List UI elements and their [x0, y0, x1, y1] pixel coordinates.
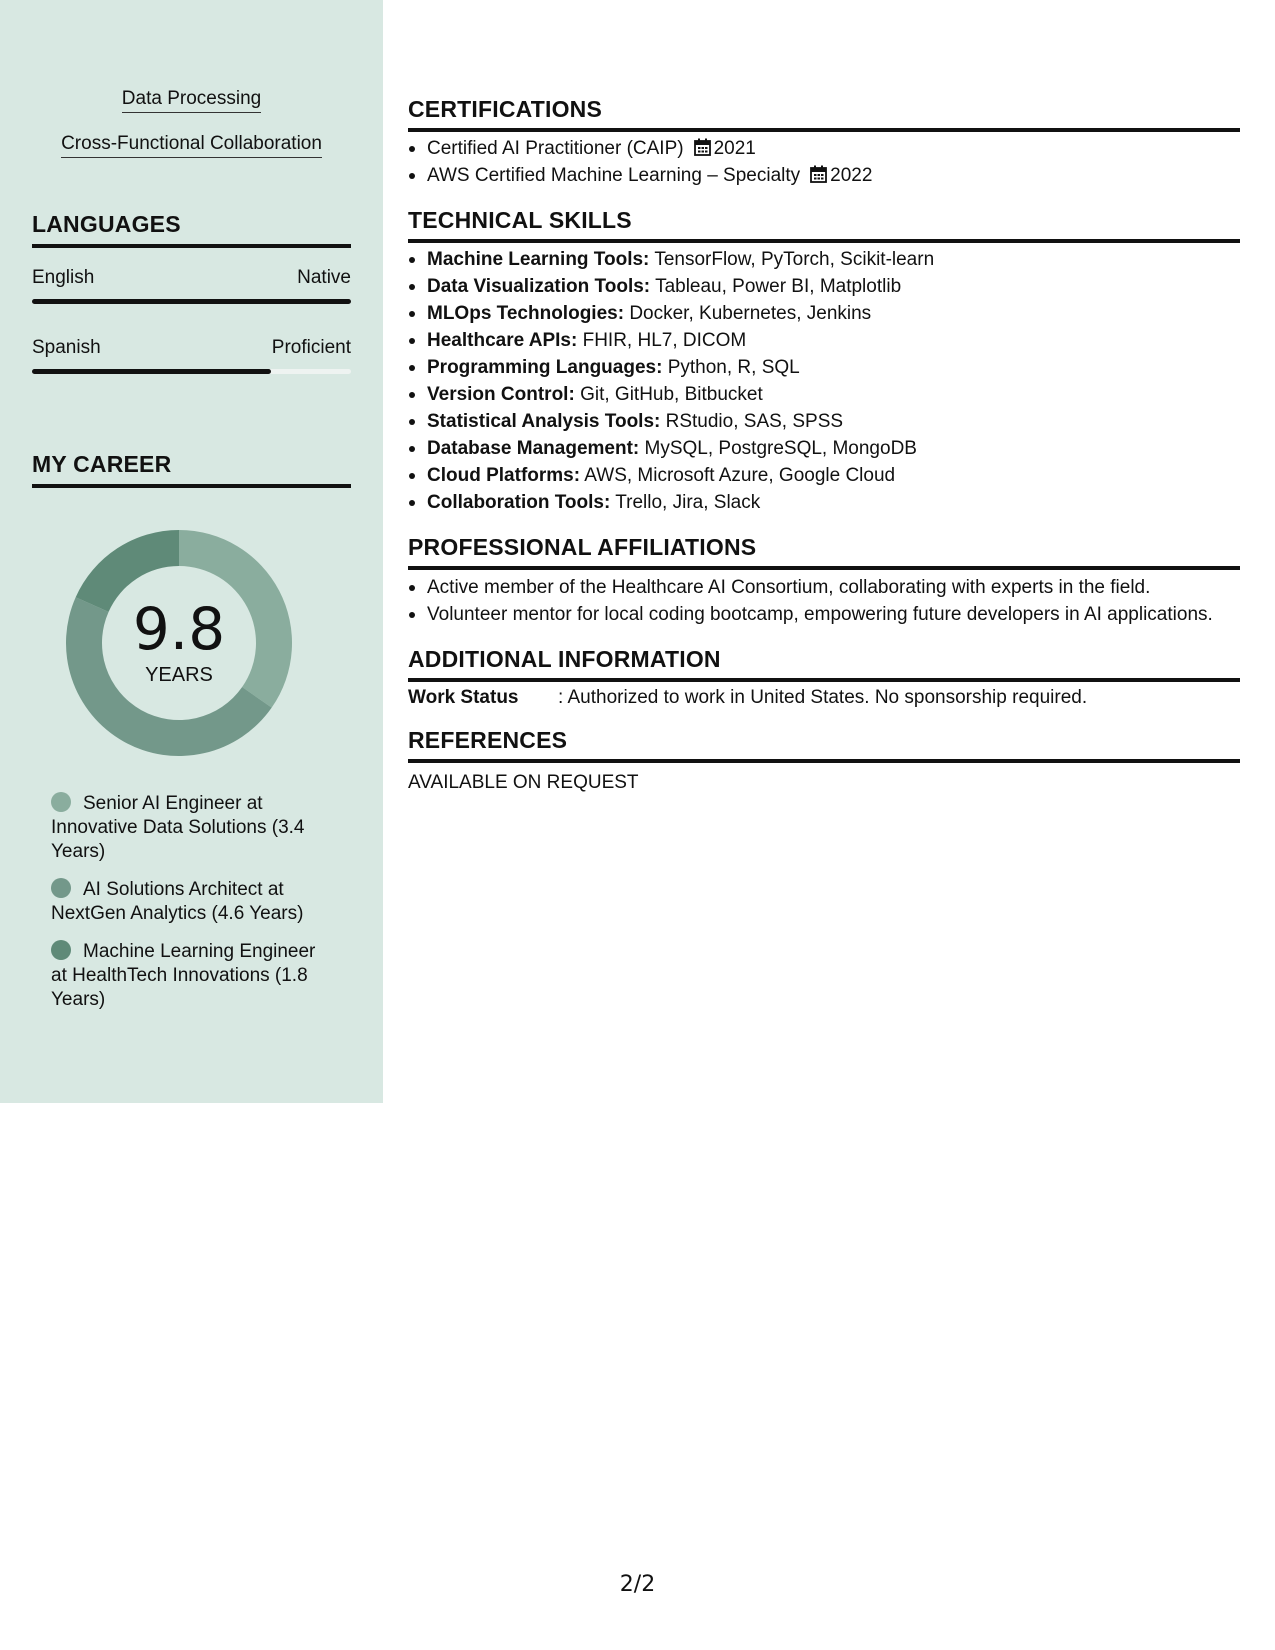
- skill-item: Statistical Analysis Tools: RStudio, SAS, SPSS: [408, 408, 1240, 435]
- work-status-label: Work Status: [408, 687, 519, 708]
- career-legend-item: Machine Learning Engineer at HealthTech Innovations (1.8 Years): [51, 941, 316, 1010]
- certifications-heading: CERTIFICATIONS: [408, 96, 1240, 132]
- calendar-icon: [694, 138, 711, 156]
- language-bar-english: [32, 299, 351, 304]
- work-status-value: : Authorized to work in United States. No sponsorship required.: [558, 687, 1088, 708]
- language-row-english: [32, 267, 351, 289]
- skill-item: Healthcare APIs: FHIR, HL7, DICOM: [408, 327, 1240, 354]
- affiliation-item: Volunteer mentor for local coding bootcamp, empowering future developers in AI applications.: [408, 601, 1240, 628]
- references-text: AVAILABLE ON REQUEST: [408, 772, 639, 793]
- legend-dot: [51, 940, 71, 960]
- certification-item: AWS Certified Machine Learning – Specialty 2022: [408, 162, 1240, 189]
- technical-skills-heading: TECHNICAL SKILLS: [408, 207, 1240, 243]
- affiliations-list: [408, 574, 1240, 628]
- career-donut-chart: [66, 530, 292, 756]
- language-name: Spanish: [32, 337, 101, 358]
- language-bar-fill: [32, 299, 351, 304]
- calendar-icon: [810, 165, 827, 183]
- references-heading: REFERENCES: [408, 727, 1240, 763]
- technical-skills-list: [408, 246, 1240, 516]
- skill-item: Database Management: MySQL, PostgreSQL, MongoDB: [408, 435, 1240, 462]
- career-total: 9.8: [132, 594, 226, 663]
- skill-tag: Cross-Functional Collaboration: [0, 133, 383, 155]
- languages-heading: LANGUAGES: [32, 211, 351, 248]
- career-legend-item: Senior AI Engineer at Innovative Data Solutions (3.4 Years): [51, 793, 305, 862]
- career-legend-item: AI Solutions Architect at NextGen Analytics (4.6 Years): [51, 879, 304, 924]
- affiliations-heading: PROFESSIONAL AFFILIATIONS: [408, 534, 1240, 570]
- legend-dot: [51, 878, 71, 898]
- career-heading: MY CAREER: [32, 451, 351, 488]
- language-level: Proficient: [271, 337, 351, 358]
- skill-item: Collaboration Tools: Trello, Jira, Slack: [408, 489, 1240, 516]
- legend-dot: [51, 792, 71, 812]
- skill-item: Version Control: Git, GitHub, Bitbucket: [408, 381, 1240, 408]
- additional-info-heading: ADDITIONAL INFORMATION: [408, 646, 1240, 682]
- language-bar-fill: [32, 369, 271, 374]
- skill-item: Machine Learning Tools: TensorFlow, PyTorch, Scikit-learn: [408, 246, 1240, 273]
- work-status-row: [408, 687, 1240, 709]
- skill-item: MLOps Technologies: Docker, Kubernetes, Jenkins: [408, 300, 1240, 327]
- language-bar-spanish: [32, 369, 351, 374]
- affiliation-item: Active member of the Healthcare AI Consortium, collaborating with experts in the field.: [408, 574, 1240, 601]
- page-number: 2/2: [619, 1572, 656, 1597]
- certifications-list: [408, 135, 1240, 189]
- sidebar: [0, 0, 383, 1103]
- career-unit: YEARS: [145, 663, 213, 686]
- language-level: Native: [297, 267, 351, 288]
- certification-item: Certified AI Practitioner (CAIP) 2021: [408, 135, 1240, 162]
- skill-tag: Data Processing: [0, 88, 383, 110]
- skill-item: Programming Languages: Python, R, SQL: [408, 354, 1240, 381]
- skill-item: Cloud Platforms: AWS, Microsoft Azure, Google Cloud: [408, 462, 1240, 489]
- language-name: English: [32, 267, 95, 288]
- language-row-spanish: [32, 337, 351, 359]
- skill-item: Data Visualization Tools: Tableau, Power BI, Matplotlib: [408, 273, 1240, 300]
